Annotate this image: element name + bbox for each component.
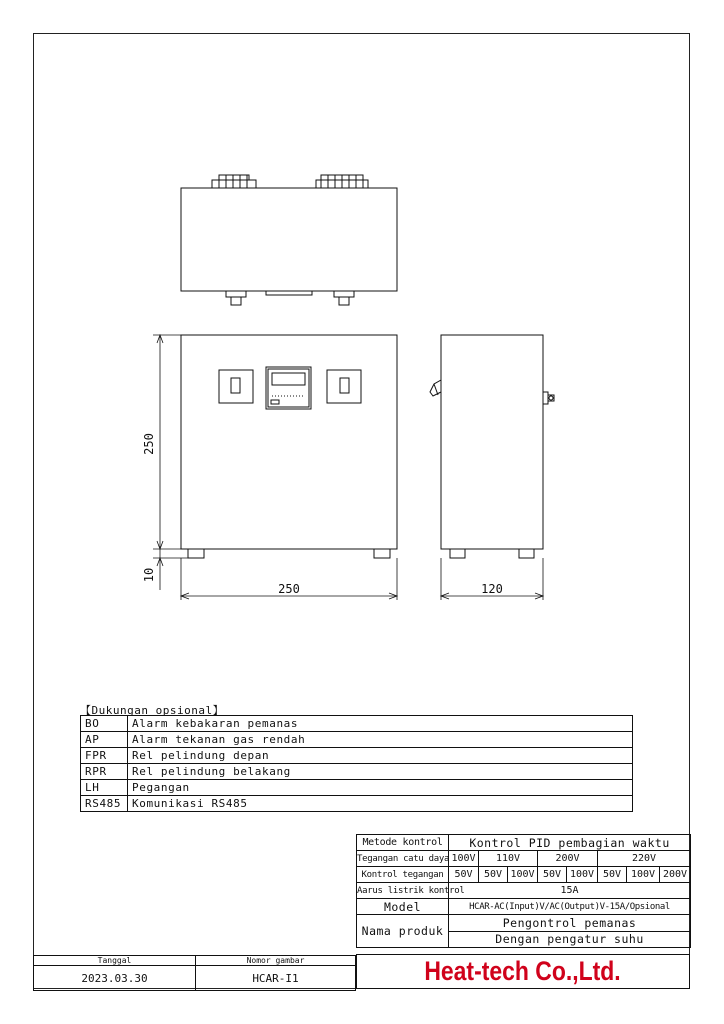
option-code: AP	[81, 732, 128, 748]
company-brand-text: Heat-tech Co.,Ltd.	[424, 956, 622, 986]
drawing-number-value: HCAR-I1	[196, 966, 356, 991]
side-view-body	[441, 335, 543, 549]
options-row	[81, 716, 633, 732]
options-row	[81, 732, 633, 748]
supply-voltage-110: 110V	[479, 851, 538, 867]
options-row	[81, 796, 633, 812]
product-name-line2: Dengan pengatur suhu	[449, 931, 691, 948]
dim-foot-height: 10	[142, 567, 156, 583]
option-desc: Pegangan	[128, 780, 633, 796]
options-row	[81, 748, 633, 764]
control-voltage-cell: 50V	[449, 867, 479, 883]
control-voltage-cell: 100V	[508, 867, 538, 883]
option-desc: Alarm kebakaran pemanas	[128, 716, 633, 732]
top-view	[181, 175, 397, 305]
control-voltage-cell: 50V	[598, 867, 627, 883]
supply-voltage-100: 100V	[449, 851, 479, 867]
control-voltage-cell: 100V	[627, 867, 660, 883]
option-code: LH	[81, 780, 128, 796]
option-desc: Komunikasi RS485	[128, 796, 633, 812]
option-code: RS485	[81, 796, 128, 812]
option-code: FPR	[81, 748, 128, 764]
model-value: HCAR-AC(Input)V/AC(Output)V-15A/Opsional	[449, 899, 691, 915]
product-label: Nama produk	[357, 915, 449, 948]
options-title: 【Dukungan opsional】	[80, 704, 225, 717]
company-brand	[356, 954, 690, 989]
front-view	[181, 335, 397, 558]
control-current-label: Aarus listrik kontrol	[357, 883, 449, 899]
option-code: BO	[81, 716, 128, 732]
date-label: Tanggal	[34, 956, 196, 966]
control-current-value: 15A	[449, 883, 691, 899]
options-row	[81, 780, 633, 796]
supply-voltage-200: 200V	[538, 851, 598, 867]
option-desc: Alarm tekanan gas rendah	[128, 732, 633, 748]
supply-voltage-220: 220V	[598, 851, 691, 867]
control-voltage-cell: 200V	[660, 867, 691, 883]
control-voltage-cell: 50V	[479, 867, 508, 883]
supply-voltage-label: Tegangan catu daya	[357, 851, 449, 867]
dimension-lines	[153, 335, 543, 600]
dim-side-depth: 120	[481, 582, 503, 596]
date-value: 2023.03.30	[34, 966, 196, 991]
control-method-value: Kontrol PID pembagian waktu	[449, 835, 691, 851]
control-method-label: Metode kontrol	[357, 835, 449, 851]
side-view	[430, 335, 554, 558]
control-voltage-cell: 100V	[567, 867, 598, 883]
dim-front-height: 250	[142, 433, 156, 455]
model-label: Model	[357, 899, 449, 915]
option-desc: Rel pelindung depan	[128, 748, 633, 764]
spec-table	[356, 834, 691, 948]
top-view-body	[181, 188, 397, 291]
drawing-number-label: Nomor gambar	[196, 956, 356, 966]
control-voltage-label: Kontrol tegangan	[357, 867, 449, 883]
control-voltage-cell: 50V	[538, 867, 567, 883]
product-name-line1: Pengontrol pemanas	[449, 915, 691, 932]
dim-front-width: 250	[278, 582, 300, 596]
option-desc: Rel pelindung belakang	[128, 764, 633, 780]
options-table	[80, 715, 633, 812]
options-row	[81, 764, 633, 780]
option-code: RPR	[81, 764, 128, 780]
title-block-meta	[33, 955, 356, 991]
